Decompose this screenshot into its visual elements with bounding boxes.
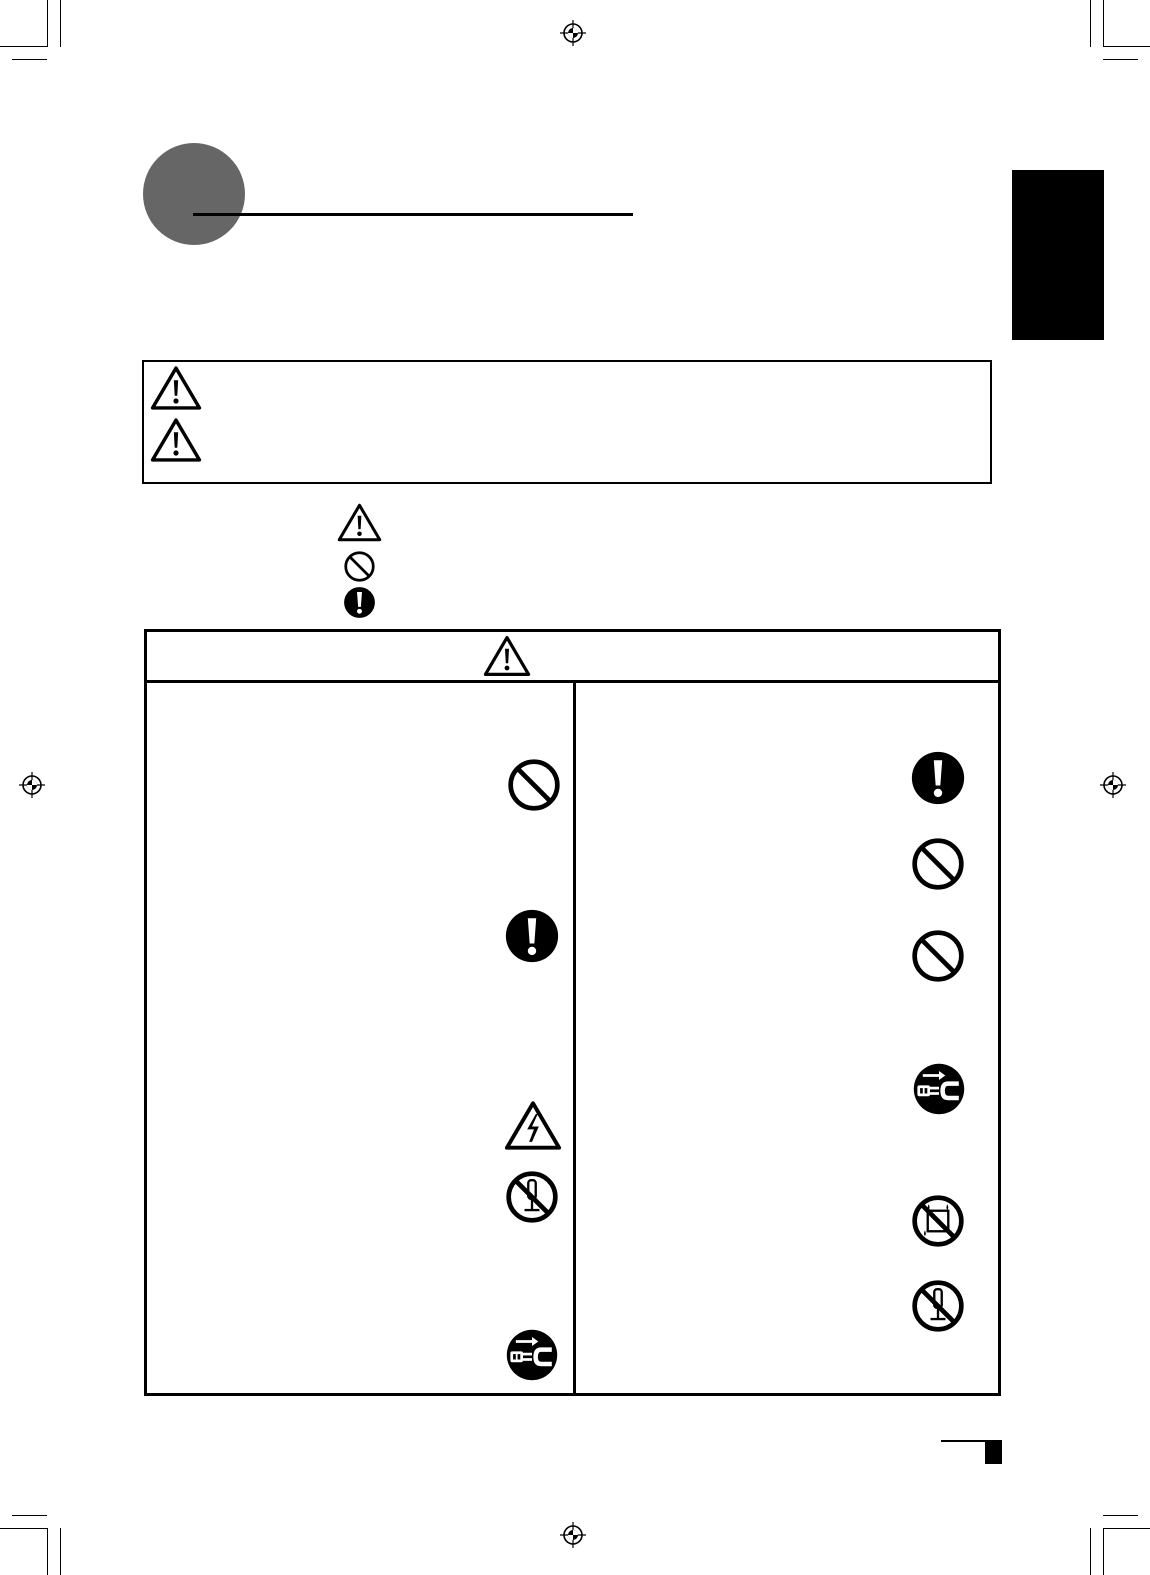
section-title-underline (193, 213, 633, 216)
warning-triangle-icon (337, 503, 382, 542)
warning-triangle-icon (150, 365, 202, 411)
signal-word-box (142, 360, 992, 484)
mandatory-action-icon (504, 908, 560, 964)
registration-mark-icon (560, 20, 586, 46)
unplug-icon (505, 1328, 559, 1382)
safety-precautions-table (144, 629, 1001, 1396)
no-disassembly-icon (910, 1278, 966, 1334)
no-disassembly-icon (504, 1169, 560, 1225)
prohibition-icon (910, 928, 966, 984)
page-number-block (985, 1440, 1002, 1464)
table-header (147, 632, 998, 683)
section-title-circle (143, 143, 245, 245)
warning-triangle-icon (150, 417, 202, 463)
prohibition-icon (910, 836, 966, 892)
unplug-icon (912, 1062, 966, 1116)
no-wet-hands-icon (910, 1193, 966, 1249)
warning-triangle-icon (483, 635, 531, 677)
page-number-rule (941, 1440, 985, 1442)
registration-mark-icon (1100, 772, 1126, 798)
mandatory-action-icon (343, 586, 376, 619)
mandatory-action-icon (910, 750, 966, 806)
prohibition-icon (506, 757, 562, 813)
registration-mark-icon (560, 1522, 586, 1548)
column-divider (573, 680, 576, 1393)
electric-shock-icon (504, 1100, 562, 1151)
prohibition-icon (343, 550, 376, 583)
chapter-side-tab (1012, 170, 1104, 340)
registration-mark-icon (19, 772, 45, 798)
